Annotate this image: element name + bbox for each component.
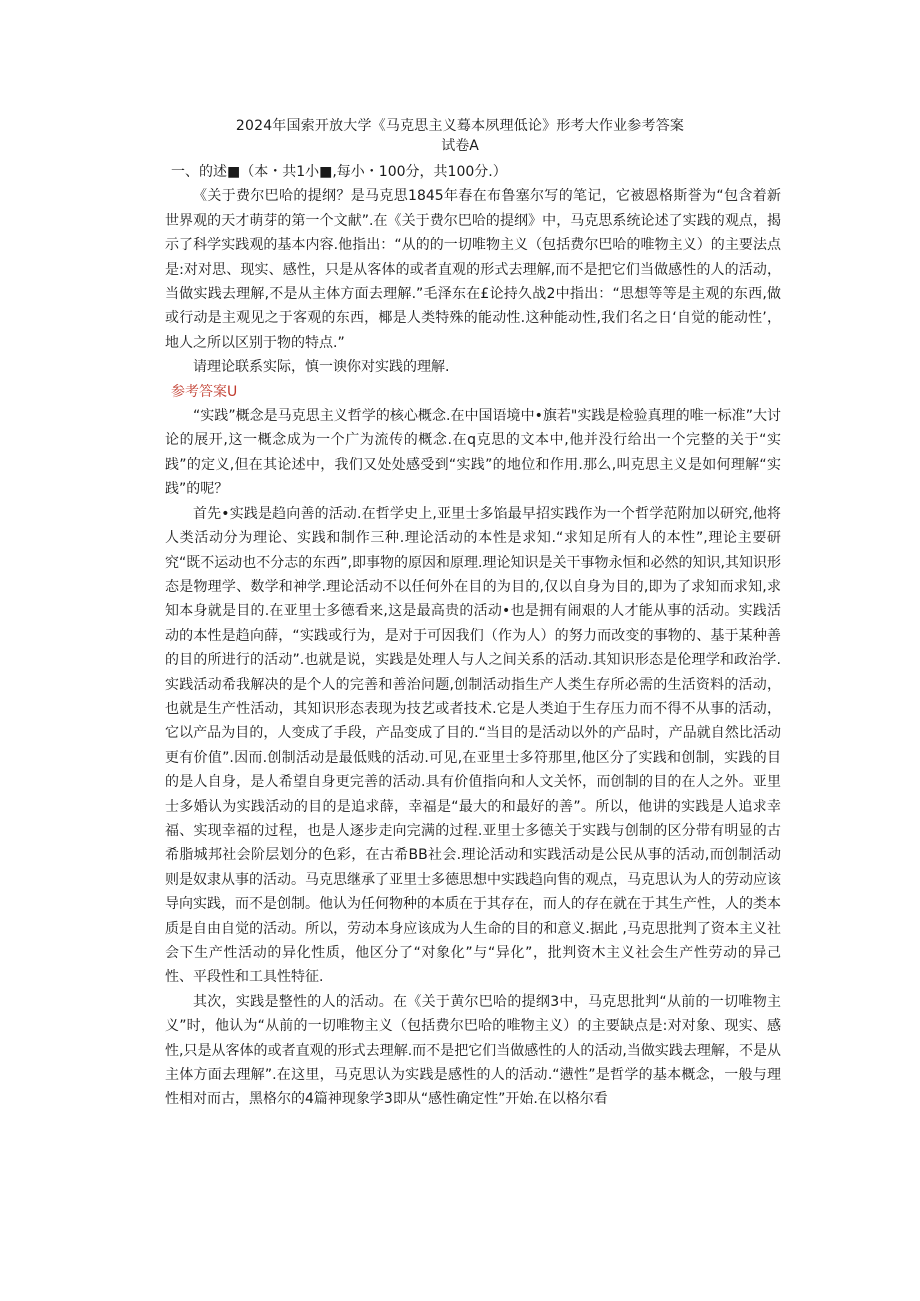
answer-label: 参考答案U [171,383,238,400]
answer-paragraph: 其次，实践是整性的人的活动。在《关于黄尔巴哈的提纲3中，马克思批判“从前的一切唯物主义”时，他认为“从前的一切唯物主义（包括费尔巴哈的唯物主义）的主要缺点是:对对象、现实、感性,只是从客体的或者直观的形式去理解.而不是把它们当做感性的人的活动,当做实践去理解，不是从主体方面去理解”.在这里，马克思认为实践是感性的人的活动.“懑性”是哲学的基本概念，一般与理性相对而古，黑格尔的4篇神现象学3即从“感性确定性”开始.在以格尔看 [165,993,781,1108]
document-body [165,160,781,1112]
question-instruction: 请理论联系实际，慎一谀你对实践的理解. [193,359,450,376]
section-heading: 一、的述■（本・共1小■,每小・100分，共100分.） [171,164,507,180]
answer-paragraph: “实践”概念是马克思主义哲学的核心概念.在中国语境中•旗若"实践是检验真理的唯一标准”大讨论的展开,这一概念成为一个广为流传的概念.在q克思的文本中,他并没行给出一个完整的关于“实践”的定义,但在其论述中，我们又处处感受到“实践”的地位和作用.那么,叫克思主义是如何理解“实践”的呢？ [165,408,781,498]
question-paragraph: 《关于费尔巴哈的提纲？是马克思1845年春在布鲁塞尔写的笔记，它被恩格斯誉为“包含着新世界观的天才萌芽的第一个文献”.在《关于费尔巴哈的提纲》中，马克思系统论述了实践的观点，揭示了科学实践观的基本内容.他指出：“从的的一切唯物主义（包括费尔巴哈的唯物主义）的主要法点是:对对思、现实、感性，只是从客体的或者直观的形式去理解,而不是把它们当做感性的人的活动，当做实践去理解,不是从主体方面去理解.”毛泽东在£论持久战2中指出：“思想等等是主观的东西,做或行动是主观见之于客观的东西，椰是人类特殊的能动性.这种能动性,我们名之日‘自觉的能动性’，地人之所以区别于物的特点.” [165,188,781,351]
answer-paragraph: 首先•实践是趋向善的活动.在哲学史上,亚里士多馅最早招实践作为一个哲学范附加以研究,他将人类活动分为理论、实践和制作三种.理论活动的本性是求知.“求知足所有人的本性”,理论主要研究“既不运动也不分志的东西”,即事物的原因和原理.理论知识是关干事物永恒和必然的知识,其知识形态是物理学、数学和神学.理论活动不以任何外在目的为目的,仅以自身为目的,即为了求知而求知,求知本身就是目的.在亚里士多德看来,这是最高贵的活动•也是拥有闹艰的人才能从事的活动。实践活动的本性是趋向薛，“实践或行为，是对于可因我们（作为人）的努力而改变的事物的、基于某种善的目的所进行的活动”.也就是说，实践是处理人与人之间关系的活动.其知识形态是伦理学和政治学.实践活动希我解决的是个人的完善和善治问题,创制活动指生产人类生存所必需的生活资料的活动，也就是生产性活动，其知识形态表现为技艺或者技术.它是人类迫于生存压力而不得不从事的活动，它以产品为目的，人变成了手段，产品变成了目的.“当目的是活动以外的产品时，产品就自然比活动更有价值”.因而.创制活动是最低贱的活动.可见,在亚里士多符那里,他区分了实践和创制，实践的目的是人自身，是人希望自身更完善的活动.具有价值指向和人文关怀，而创制的目的在人之外。亚里士多婚认为实践活动的目的是追求薛，幸福是“最大的和最好的善”。所以，他讲的实践是人追求幸福、实现幸福的过程，也是人逐步走向完满的过程.亚里士多德关于实践与创制的区分带有明显的古希脂城邦社会阶层划分的色彩，在古希BB社会.理论活动和实践活动是公民从事的活动,而创制活动则是奴隶从事的活动。马克思继承了亚里士多德思想中实践趋向售的观点，马克思认为人的劳动应该导向实践，而不是创制。他认为任何物种的本质在于其存在，而人的存在就在于其生产性，人的类本质是自由自觉的活动。所以，劳动本身应该成为人生命的目的和意义.据此 ,马克思批判了资本主义社会下生产性活动的异化性质，他区分了“对象化”与“异化”，批判资木主义社会生产性劳动的异己性、平段性和工具性特征. [165,505,781,986]
document-subtitle: 试卷A [441,138,479,154]
document-title: 2024年国索开放大学《马克思主义蓦本夙理低论》形考大作业参考答案 [235,118,685,134]
